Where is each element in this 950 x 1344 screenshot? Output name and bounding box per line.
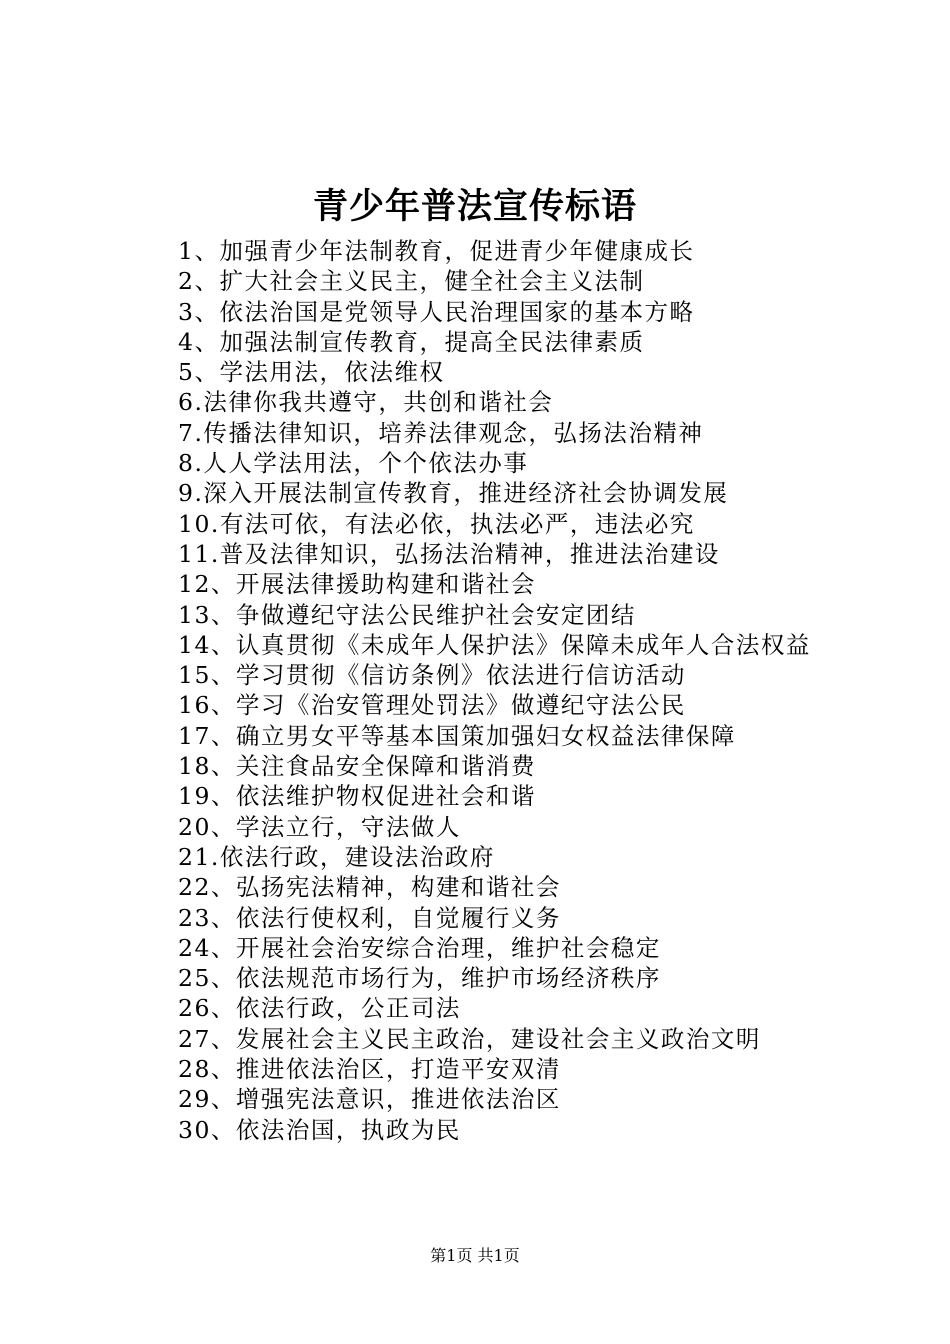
list-item: 10.有法可依，有法必依，执法必严，违法必究 xyxy=(178,509,695,538)
list-item: 28、推进依法治区，打造平安双清 xyxy=(178,1055,561,1084)
list-item: 7.传播法律知识，培养法律观念，弘扬法治精神 xyxy=(178,418,704,447)
list-item: 14、认真贯彻《未成年人保护法》保障未成年人合法权益 xyxy=(178,630,811,659)
list-item: 21.依法行政，建设法治政府 xyxy=(178,842,495,871)
list-item: 11.普及法律知识，弘扬法治精神，推进法治建设 xyxy=(178,539,720,568)
list-item: 23、依法行使权利，自觉履行义务 xyxy=(178,903,561,932)
list-item: 19、依法维护物权促进社会和谐 xyxy=(178,782,536,811)
list-item: 8.人人学法用法，个个依法办事 xyxy=(178,449,529,478)
list-item: 13、争做遵纪守法公民维护社会安定团结 xyxy=(178,600,636,629)
list-item: 30、依法治国，执政为民 xyxy=(178,1115,461,1144)
list-item: 6.法律你我共遵守，共创和谐社会 xyxy=(178,388,554,417)
list-item: 1、加强青少年法制教育，促进青少年健康成长 xyxy=(178,237,695,265)
list-item: 4、加强法制宣传教育，提高全民法律素质 xyxy=(178,327,645,356)
list-item: 27、发展社会主义民主政治，建设社会主义政治文明 xyxy=(178,1024,761,1053)
list-item: 22、弘扬宪法精神，构建和谐社会 xyxy=(178,873,561,902)
list-item: 25、依法规范市场行为，维护市场经济秩序 xyxy=(178,964,661,993)
list-item: 17、确立男女平等基本国策加强妇女权益法律保障 xyxy=(178,721,736,750)
slogan-list xyxy=(178,236,878,1145)
list-item: 18、关注食品安全保障和谐消费 xyxy=(178,752,536,781)
page-footer: 第1页 共1页 xyxy=(430,1246,520,1265)
list-item: 24、开展社会治安综合治理，维护社会稳定 xyxy=(178,933,661,962)
list-item: 26、依法行政，公正司法 xyxy=(178,994,461,1023)
list-item: 29、增强宪法意识，推进依法治区 xyxy=(178,1085,561,1114)
list-item: 3、依法治国是党领导人民治理国家的基本方略 xyxy=(178,297,695,326)
list-item: 20、学法立行，守法做人 xyxy=(178,812,461,841)
list-item: 2、扩大社会主义民主，健全社会主义法制 xyxy=(178,267,645,296)
list-item: 16、学习《治安管理处罚法》做遵纪守法公民 xyxy=(178,691,686,720)
list-item: 12、开展法律援助构建和谐社会 xyxy=(178,570,536,599)
list-item: 9.深入开展法制宣传教育，推进经济社会协调发展 xyxy=(178,479,729,508)
list-item: 15、学习贯彻《信访条例》依法进行信访活动 xyxy=(178,661,686,690)
list-item: 5、学法用法，依法维权 xyxy=(178,358,445,387)
page-title: 青少年普法宣传标语 xyxy=(312,186,637,227)
